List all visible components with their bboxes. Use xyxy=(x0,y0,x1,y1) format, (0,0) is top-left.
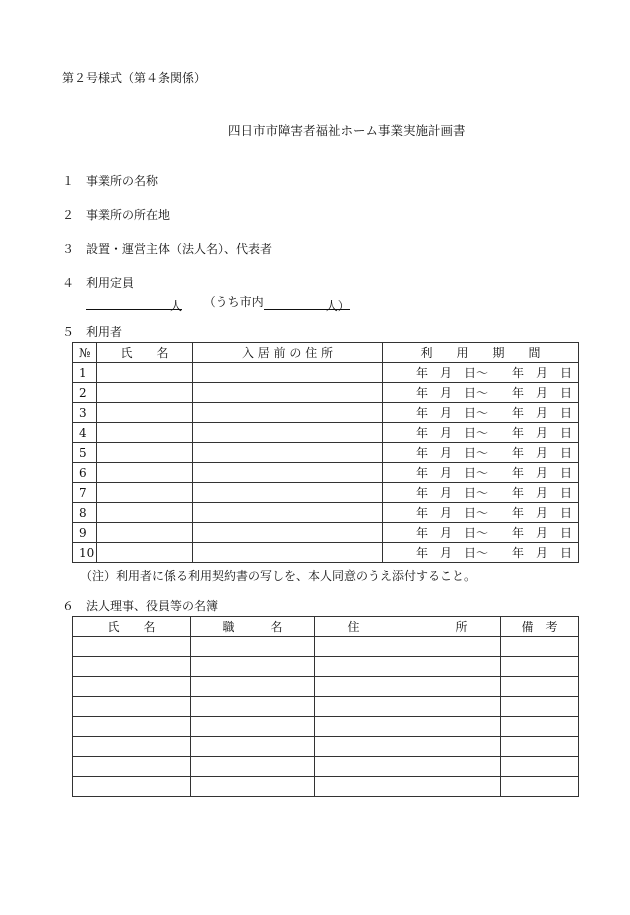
capacity-line xyxy=(86,293,350,313)
user-period-cell[interactable]: 年 月 日～ 年 月 日 xyxy=(383,543,579,563)
officer-remarks-cell[interactable] xyxy=(501,677,579,697)
header-officer-remarks: 備 考 xyxy=(501,617,579,637)
officer-title-cell[interactable] xyxy=(191,777,315,797)
row-number: 7 xyxy=(73,483,97,503)
table-row xyxy=(73,677,579,697)
officer-remarks-cell[interactable] xyxy=(501,757,579,777)
user-address-cell[interactable] xyxy=(193,363,383,383)
document-title: 四日市市障害者福祉ホーム事業実施計画書 xyxy=(228,123,466,138)
table-row xyxy=(73,637,579,657)
user-period-cell[interactable]: 年 月 日～ 年 月 日 xyxy=(383,363,579,383)
table-row xyxy=(73,717,579,737)
user-address-cell[interactable] xyxy=(193,423,383,443)
table-row xyxy=(73,403,579,423)
row-number: 2 xyxy=(73,383,97,403)
officer-address-cell[interactable] xyxy=(315,777,501,797)
capacity-blank[interactable] xyxy=(86,297,170,310)
user-period-cell[interactable]: 年 月 日～ 年 月 日 xyxy=(383,483,579,503)
user-name-cell[interactable] xyxy=(97,523,193,543)
row-number: 1 xyxy=(73,363,97,383)
officer-name-cell[interactable] xyxy=(73,717,191,737)
table-row xyxy=(73,363,579,383)
user-period-cell[interactable]: 年 月 日～ 年 月 日 xyxy=(383,383,579,403)
user-period-cell[interactable]: 年 月 日～ 年 月 日 xyxy=(383,503,579,523)
officer-name-cell[interactable] xyxy=(73,677,191,697)
user-name-cell[interactable] xyxy=(97,483,193,503)
user-period-cell[interactable]: 年 月 日～ 年 月 日 xyxy=(383,423,579,443)
officer-address-cell[interactable] xyxy=(315,677,501,697)
officer-name-cell[interactable] xyxy=(73,737,191,757)
user-address-cell[interactable] xyxy=(193,523,383,543)
officer-address-cell[interactable] xyxy=(315,757,501,777)
section-4-label: ４ 利用定員 xyxy=(62,276,135,290)
officer-remarks-cell[interactable] xyxy=(501,637,579,657)
row-number: 5 xyxy=(73,443,97,463)
table-row xyxy=(73,443,579,463)
table-row xyxy=(73,657,579,677)
user-name-cell[interactable] xyxy=(97,463,193,483)
officer-name-cell[interactable] xyxy=(73,757,191,777)
table-row xyxy=(73,423,579,443)
form-number: 第２号様式（第４条関係） xyxy=(62,71,207,85)
user-address-cell[interactable] xyxy=(193,463,383,483)
section-1-label: １ 事業所の名称 xyxy=(62,174,159,188)
row-number: 9 xyxy=(73,523,97,543)
table-row xyxy=(73,697,579,717)
officers-table xyxy=(72,616,579,797)
table-row xyxy=(73,523,579,543)
officer-name-cell[interactable] xyxy=(73,637,191,657)
officer-remarks-cell[interactable] xyxy=(501,697,579,717)
user-name-cell[interactable] xyxy=(97,543,193,563)
officer-remarks-cell[interactable] xyxy=(501,737,579,757)
table-row xyxy=(73,383,579,403)
user-address-cell[interactable] xyxy=(193,403,383,423)
header-officer-title: 職 名 xyxy=(191,617,315,637)
officer-address-cell[interactable] xyxy=(315,717,501,737)
officer-address-cell[interactable] xyxy=(315,697,501,717)
table-row xyxy=(73,757,579,777)
officer-name-cell[interactable] xyxy=(73,697,191,717)
officer-title-cell[interactable] xyxy=(191,697,315,717)
row-number: 8 xyxy=(73,503,97,523)
header-officer-name: 氏 名 xyxy=(73,617,191,637)
table-row xyxy=(73,543,579,563)
row-number: 4 xyxy=(73,423,97,443)
header-address: 入 居 前 の 住 所 xyxy=(193,343,383,363)
table-row xyxy=(73,503,579,523)
capacity-within-blank[interactable] xyxy=(264,297,326,310)
users-table xyxy=(72,342,579,563)
user-name-cell[interactable] xyxy=(97,383,193,403)
table-row xyxy=(73,463,579,483)
capacity-unit: 人 xyxy=(170,299,183,313)
header-officer-address: 住 所 xyxy=(315,617,501,637)
officer-remarks-cell[interactable] xyxy=(501,777,579,797)
user-name-cell[interactable] xyxy=(97,443,193,463)
officers-table-header xyxy=(73,617,579,637)
officer-title-cell[interactable] xyxy=(191,677,315,697)
user-name-cell[interactable] xyxy=(97,403,193,423)
user-period-cell[interactable]: 年 月 日～ 年 月 日 xyxy=(383,443,579,463)
table-row xyxy=(73,777,579,797)
user-period-cell[interactable]: 年 月 日～ 年 月 日 xyxy=(383,523,579,543)
capacity-within-unit: 人） xyxy=(325,299,350,313)
officer-address-cell[interactable] xyxy=(315,657,501,677)
officer-title-cell[interactable] xyxy=(191,737,315,757)
capacity-within-prefix: （うち市内 xyxy=(203,295,264,309)
user-address-cell[interactable] xyxy=(193,383,383,403)
user-address-cell[interactable] xyxy=(193,543,383,563)
table-row xyxy=(73,737,579,757)
users-table-header xyxy=(73,343,579,363)
user-address-cell[interactable] xyxy=(193,503,383,523)
section-5-label: ５ 利用者 xyxy=(62,325,123,339)
officer-title-cell[interactable] xyxy=(191,757,315,777)
officer-name-cell[interactable] xyxy=(73,657,191,677)
officer-address-cell[interactable] xyxy=(315,637,501,657)
officer-remarks-cell[interactable] xyxy=(501,717,579,737)
officer-title-cell[interactable] xyxy=(191,717,315,737)
user-period-cell[interactable]: 年 月 日～ 年 月 日 xyxy=(383,403,579,423)
user-name-cell[interactable] xyxy=(97,503,193,523)
note-text: （注）利用者に係る利用契約書の写しを、本人同意のうえ添付すること。 xyxy=(80,569,477,583)
header-name: 氏 名 xyxy=(97,343,193,363)
officer-title-cell[interactable] xyxy=(191,657,315,677)
header-no: № xyxy=(73,343,97,363)
row-number: 3 xyxy=(73,403,97,423)
officer-title-cell[interactable] xyxy=(191,637,315,657)
section-6-label: ６ 法人理事、役員等の名簿 xyxy=(62,599,219,613)
officer-name-cell[interactable] xyxy=(73,777,191,797)
table-row xyxy=(73,483,579,503)
user-name-cell[interactable] xyxy=(97,423,193,443)
header-period: 利 用 期 間 xyxy=(383,343,579,363)
user-address-cell[interactable] xyxy=(193,483,383,503)
row-number: 6 xyxy=(73,463,97,483)
section-2-label: ２ 事業所の所在地 xyxy=(62,208,171,222)
officer-address-cell[interactable] xyxy=(315,737,501,757)
row-number: 10 xyxy=(73,543,97,563)
user-name-cell[interactable] xyxy=(97,363,193,383)
section-3-label: ３ 設置・運営主体（法人名）、代表者 xyxy=(62,242,273,256)
user-address-cell[interactable] xyxy=(193,443,383,463)
officer-remarks-cell[interactable] xyxy=(501,657,579,677)
user-period-cell[interactable]: 年 月 日～ 年 月 日 xyxy=(383,463,579,483)
